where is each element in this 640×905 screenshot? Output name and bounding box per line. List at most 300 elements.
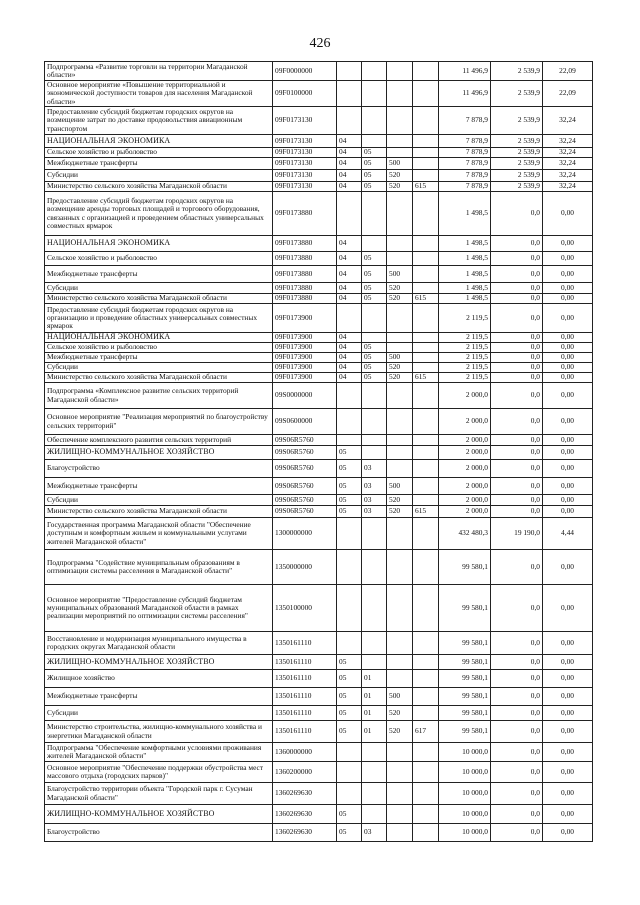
row-executed-amount: 0,0: [491, 363, 543, 373]
row-approved-amount: 2 119,5: [439, 343, 491, 353]
row-approved-amount: 10 000,0: [439, 824, 491, 842]
row-code: 09F0173900: [273, 373, 337, 383]
table-row: [45, 107, 593, 135]
row-name: НАЦИОНАЛЬНАЯ ЭКОНОМИКА: [45, 333, 273, 343]
row-name: Благоустройство: [45, 460, 273, 478]
row-name: Основное мероприятие "Предоставление субсидий бюджетам муниципальных образований Магаданской области в рамках реализации мероприятий по оптимизации системы расселения": [45, 585, 273, 632]
row-section: 04: [337, 135, 362, 148]
row-admin-code: [413, 409, 439, 435]
row-executed-amount: 0,0: [491, 824, 543, 842]
row-subsection: [362, 435, 387, 446]
row-code: 09F0173130: [273, 148, 337, 158]
row-section: [337, 762, 362, 783]
row-percent: 0,00: [543, 478, 593, 495]
table-row: [45, 805, 593, 824]
row-admin-code: 615: [413, 373, 439, 383]
row-subsection: [362, 383, 387, 409]
table-row: [45, 435, 593, 446]
row-code: 1360000000: [273, 743, 337, 762]
row-section: [337, 192, 362, 236]
row-name: Межбюджетные трансферты: [45, 478, 273, 495]
table-body: [45, 62, 593, 842]
table-row: [45, 236, 593, 252]
row-code: 1350100000: [273, 585, 337, 632]
row-section: 05: [337, 721, 362, 743]
row-name: Предоставление субсидий бюджетам городских округов на организацию и проведение областных универсальных совместных ярмарок: [45, 304, 273, 333]
row-subsection: 03: [362, 824, 387, 842]
row-admin-code: [413, 236, 439, 252]
row-section: 04: [337, 333, 362, 343]
row-subsection: [362, 304, 387, 333]
row-admin-code: [413, 743, 439, 762]
row-admin-code: [413, 518, 439, 550]
row-name: Субсидии: [45, 363, 273, 373]
row-executed-amount: 0,0: [491, 783, 543, 805]
row-subsection: [362, 762, 387, 783]
row-executed-amount: 0,0: [491, 688, 543, 706]
row-executed-amount: 0,0: [491, 495, 543, 506]
row-expense-type: [387, 343, 413, 353]
row-expense-type: [387, 824, 413, 842]
row-expense-type: [387, 783, 413, 805]
row-subsection: 05: [362, 266, 387, 283]
row-name: Субсидии: [45, 495, 273, 506]
row-name: Предоставление субсидий бюджетам городских округов на возмещение затрат по доставке продовольствия авиационным транспортом: [45, 107, 273, 135]
row-code: 09S06R5760: [273, 478, 337, 495]
row-admin-code: [413, 81, 439, 107]
row-approved-amount: 1 498,5: [439, 236, 491, 252]
row-percent: 0,00: [543, 353, 593, 363]
row-approved-amount: 2 119,5: [439, 363, 491, 373]
table-row: [45, 148, 593, 158]
row-section: 05: [337, 460, 362, 478]
table-row: [45, 158, 593, 170]
row-subsection: 05: [362, 252, 387, 266]
row-admin-code: [413, 363, 439, 373]
row-expense-type: [387, 435, 413, 446]
table-row: [45, 333, 593, 343]
row-expense-type: [387, 333, 413, 343]
row-code: 09S06R5760: [273, 460, 337, 478]
row-name: Министерство строительства, жилищно-коммунального хозяйства и энергетики Магаданской области: [45, 721, 273, 743]
row-code: 09S06R5760: [273, 506, 337, 518]
row-percent: 0,00: [543, 805, 593, 824]
row-executed-amount: 0,0: [491, 721, 543, 743]
row-subsection: [362, 236, 387, 252]
row-section: 05: [337, 655, 362, 670]
row-subsection: [362, 655, 387, 670]
row-expense-type: [387, 62, 413, 81]
row-executed-amount: 0,0: [491, 585, 543, 632]
row-percent: 22,09: [543, 81, 593, 107]
row-code: 09F0173130: [273, 135, 337, 148]
row-approved-amount: 99 580,1: [439, 632, 491, 655]
row-code: 1360269630: [273, 805, 337, 824]
row-admin-code: [413, 805, 439, 824]
row-approved-amount: 1 498,5: [439, 252, 491, 266]
row-code: 09F0173880: [273, 294, 337, 304]
row-code: 1350161110: [273, 632, 337, 655]
row-admin-code: [413, 585, 439, 632]
row-admin-code: [413, 550, 439, 585]
row-percent: 32,24: [543, 107, 593, 135]
row-name: Жилищное хозяйство: [45, 670, 273, 688]
row-percent: 0,00: [543, 333, 593, 343]
row-approved-amount: 2 119,5: [439, 304, 491, 333]
row-code: 1350161110: [273, 688, 337, 706]
row-subsection: [362, 550, 387, 585]
row-name: Министерство сельского хозяйства Магаданской области: [45, 373, 273, 383]
row-code: 09S06R5760: [273, 435, 337, 446]
row-subsection: 03: [362, 506, 387, 518]
table-row: [45, 762, 593, 783]
row-name: Основное мероприятие "Обеспечение поддержки обустройства мест массового отдыха (городских парков)": [45, 762, 273, 783]
row-expense-type: [387, 460, 413, 478]
row-executed-amount: 0,0: [491, 409, 543, 435]
row-code: 09F0173900: [273, 343, 337, 353]
row-section: [337, 435, 362, 446]
row-executed-amount: 2 539,9: [491, 107, 543, 135]
row-section: 04: [337, 158, 362, 170]
row-section: 04: [337, 182, 362, 192]
row-admin-code: [413, 495, 439, 506]
row-code: 09S0000000: [273, 383, 337, 409]
row-section: [337, 632, 362, 655]
row-approved-amount: 2 000,0: [439, 506, 491, 518]
row-subsection: [362, 192, 387, 236]
row-percent: 0,00: [543, 721, 593, 743]
table-row: [45, 373, 593, 383]
row-percent: 32,24: [543, 135, 593, 148]
row-admin-code: [413, 148, 439, 158]
row-expense-type: [387, 409, 413, 435]
row-expense-type: [387, 743, 413, 762]
row-subsection: [362, 81, 387, 107]
row-section: 04: [337, 363, 362, 373]
row-section: 05: [337, 446, 362, 460]
row-subsection: [362, 409, 387, 435]
table-row: [45, 688, 593, 706]
row-section: [337, 107, 362, 135]
row-code: 09F0173130: [273, 107, 337, 135]
row-subsection: 03: [362, 460, 387, 478]
row-expense-type: [387, 148, 413, 158]
row-percent: 0,00: [543, 304, 593, 333]
row-expense-type: 520: [387, 495, 413, 506]
row-subsection: 01: [362, 688, 387, 706]
row-percent: 0,00: [543, 383, 593, 409]
row-executed-amount: 0,0: [491, 283, 543, 294]
row-expense-type: 520: [387, 182, 413, 192]
row-executed-amount: 2 539,9: [491, 81, 543, 107]
row-code: 09S0600000: [273, 409, 337, 435]
table-row: [45, 192, 593, 236]
row-expense-type: 520: [387, 294, 413, 304]
row-executed-amount: 0,0: [491, 236, 543, 252]
row-subsection: 01: [362, 706, 387, 721]
row-percent: 4,44: [543, 518, 593, 550]
row-subsection: [362, 446, 387, 460]
row-admin-code: [413, 353, 439, 363]
row-expense-type: [387, 252, 413, 266]
row-percent: 0,00: [543, 252, 593, 266]
row-percent: 0,00: [543, 435, 593, 446]
row-admin-code: [413, 333, 439, 343]
table-row: [45, 518, 593, 550]
row-section: [337, 62, 362, 81]
row-section: 05: [337, 805, 362, 824]
row-percent: 32,24: [543, 148, 593, 158]
row-admin-code: [413, 135, 439, 148]
table-row: [45, 363, 593, 373]
row-approved-amount: 7 878,9: [439, 148, 491, 158]
row-name: Межбюджетные трансферты: [45, 688, 273, 706]
table-row: [45, 170, 593, 182]
row-admin-code: [413, 688, 439, 706]
row-code: 1350161110: [273, 721, 337, 743]
row-section: [337, 383, 362, 409]
row-expense-type: 500: [387, 158, 413, 170]
row-name: ЖИЛИЩНО-КОММУНАЛЬНОЕ ХОЗЯЙСТВО: [45, 446, 273, 460]
row-executed-amount: 2 539,9: [491, 135, 543, 148]
row-percent: 0,00: [543, 363, 593, 373]
table-row: [45, 495, 593, 506]
row-executed-amount: 0,0: [491, 252, 543, 266]
row-percent: 0,00: [543, 670, 593, 688]
row-section: 04: [337, 353, 362, 363]
table-row: [45, 446, 593, 460]
row-approved-amount: 10 000,0: [439, 783, 491, 805]
row-admin-code: [413, 762, 439, 783]
row-executed-amount: 0,0: [491, 446, 543, 460]
row-code: 09F0173880: [273, 192, 337, 236]
row-admin-code: [413, 446, 439, 460]
row-section: 05: [337, 495, 362, 506]
row-name: Основное мероприятие "Реализация мероприятий по благоустройству сельских территорий": [45, 409, 273, 435]
row-code: 1350000000: [273, 550, 337, 585]
table-row: [45, 252, 593, 266]
row-name: Субсидии: [45, 283, 273, 294]
row-code: 09S06R5760: [273, 446, 337, 460]
row-name: Подпрограмма «Комплексное развитие сельских территорий Магаданской области»: [45, 383, 273, 409]
row-section: 04: [337, 148, 362, 158]
row-percent: 0,00: [543, 743, 593, 762]
row-subsection: [362, 62, 387, 81]
row-expense-type: 520: [387, 506, 413, 518]
row-percent: 0,00: [543, 409, 593, 435]
table-row: [45, 135, 593, 148]
table-row: [45, 824, 593, 842]
row-expense-type: 520: [387, 706, 413, 721]
row-expense-type: [387, 236, 413, 252]
row-code: 09F0173880: [273, 252, 337, 266]
row-name: Подпрограмма "Обеспечение комфортными условиями проживания жителей Магаданской области": [45, 743, 273, 762]
row-admin-code: [413, 283, 439, 294]
row-section: 04: [337, 373, 362, 383]
row-executed-amount: 0,0: [491, 706, 543, 721]
row-code: 09F0173880: [273, 266, 337, 283]
row-admin-code: [413, 252, 439, 266]
row-expense-type: 500: [387, 266, 413, 283]
row-percent: 32,24: [543, 158, 593, 170]
row-approved-amount: 7 878,9: [439, 170, 491, 182]
row-subsection: [362, 107, 387, 135]
row-name: Министерство сельского хозяйства Магаданской области: [45, 294, 273, 304]
page-number: 426: [309, 36, 331, 51]
row-percent: 0,00: [543, 495, 593, 506]
row-approved-amount: 7 878,9: [439, 135, 491, 148]
row-name: Предоставление субсидий бюджетам городских округов на возмещение аренды торговых площадей и торгового оборудования, связанных с организацией и проведением областных универсальных совместных ярмарок: [45, 192, 273, 236]
row-admin-code: [413, 192, 439, 236]
row-code: 09F0173880: [273, 283, 337, 294]
row-expense-type: [387, 585, 413, 632]
row-executed-amount: 2 539,9: [491, 170, 543, 182]
row-expense-type: 520: [387, 170, 413, 182]
row-section: 05: [337, 688, 362, 706]
row-admin-code: [413, 343, 439, 353]
table-row: [45, 353, 593, 363]
row-name: Сельское хозяйство и рыболовство: [45, 343, 273, 353]
table-row: [45, 460, 593, 478]
row-executed-amount: 0,0: [491, 383, 543, 409]
row-section: 05: [337, 478, 362, 495]
row-admin-code: [413, 670, 439, 688]
row-percent: 0,00: [543, 655, 593, 670]
row-approved-amount: 432 480,3: [439, 518, 491, 550]
row-expense-type: [387, 670, 413, 688]
row-percent: 0,00: [543, 236, 593, 252]
table-row: [45, 670, 593, 688]
row-name: Основное мероприятие «Повышение территориальной и экономической доступности товаров для населения Магаданской области»: [45, 81, 273, 107]
row-admin-code: 615: [413, 182, 439, 192]
row-expense-type: [387, 192, 413, 236]
row-approved-amount: 2 000,0: [439, 495, 491, 506]
row-admin-code: [413, 632, 439, 655]
row-percent: 0,00: [543, 294, 593, 304]
row-code: 09F0173900: [273, 353, 337, 363]
row-expense-type: 520: [387, 373, 413, 383]
row-percent: 0,00: [543, 446, 593, 460]
row-percent: 0,00: [543, 706, 593, 721]
row-subsection: [362, 518, 387, 550]
row-subsection: 05: [362, 373, 387, 383]
row-section: [337, 518, 362, 550]
row-approved-amount: 2 000,0: [439, 478, 491, 495]
row-executed-amount: 0,0: [491, 743, 543, 762]
row-admin-code: 615: [413, 506, 439, 518]
row-section: 05: [337, 706, 362, 721]
row-approved-amount: 99 580,1: [439, 688, 491, 706]
row-approved-amount: 2 000,0: [439, 460, 491, 478]
row-name: Сельское хозяйство и рыболовство: [45, 252, 273, 266]
row-approved-amount: 11 496,9: [439, 81, 491, 107]
table-row: [45, 632, 593, 655]
table-row: [45, 506, 593, 518]
row-name: Обеспечение комплексного развития сельских территорий: [45, 435, 273, 446]
row-section: 05: [337, 824, 362, 842]
row-executed-amount: 2 539,9: [491, 182, 543, 192]
row-expense-type: [387, 762, 413, 783]
row-section: 04: [337, 252, 362, 266]
row-executed-amount: 0,0: [491, 550, 543, 585]
row-code: 09F0173900: [273, 304, 337, 333]
row-name: Межбюджетные трансферты: [45, 266, 273, 283]
row-name: Межбюджетные трансферты: [45, 353, 273, 363]
row-admin-code: [413, 158, 439, 170]
row-approved-amount: 1 498,5: [439, 192, 491, 236]
row-approved-amount: 10 000,0: [439, 805, 491, 824]
row-admin-code: [413, 266, 439, 283]
row-name: Государственная программа Магаданской области "Обеспечение доступным и комфортным жильем и коммунальными услугами жителей Магаданской области": [45, 518, 273, 550]
row-section: 04: [337, 343, 362, 353]
row-admin-code: [413, 62, 439, 81]
row-executed-amount: 0,0: [491, 762, 543, 783]
row-name: Министерство сельского хозяйства Магаданской области: [45, 182, 273, 192]
table-row: [45, 585, 593, 632]
row-subsection: 01: [362, 670, 387, 688]
row-expense-type: [387, 632, 413, 655]
row-admin-code: 615: [413, 294, 439, 304]
row-name: НАЦИОНАЛЬНАЯ ЭКОНОМИКА: [45, 135, 273, 148]
row-expense-type: 500: [387, 353, 413, 363]
row-expense-type: [387, 446, 413, 460]
row-code: 1350161110: [273, 670, 337, 688]
row-executed-amount: 0,0: [491, 805, 543, 824]
row-admin-code: [413, 460, 439, 478]
row-percent: 0,00: [543, 585, 593, 632]
row-name: Сельское хозяйство и рыболовство: [45, 148, 273, 158]
row-name: Субсидии: [45, 170, 273, 182]
row-section: 04: [337, 236, 362, 252]
row-executed-amount: 0,0: [491, 655, 543, 670]
row-subsection: [362, 783, 387, 805]
row-approved-amount: 1 498,5: [439, 266, 491, 283]
row-executed-amount: 0,0: [491, 373, 543, 383]
row-approved-amount: 99 580,1: [439, 550, 491, 585]
row-admin-code: [413, 706, 439, 721]
row-subsection: 05: [362, 148, 387, 158]
row-approved-amount: 7 878,9: [439, 158, 491, 170]
row-subsection: [362, 135, 387, 148]
row-code: 09S06R5760: [273, 495, 337, 506]
row-approved-amount: 2 119,5: [439, 373, 491, 383]
row-name: Подпрограмма "Содействие муниципальным образованиям в оптимизации системы расселения в Магаданской области": [45, 550, 273, 585]
row-code: 09F0173130: [273, 182, 337, 192]
row-approved-amount: 10 000,0: [439, 743, 491, 762]
table-row: [45, 81, 593, 107]
row-approved-amount: 2 000,0: [439, 409, 491, 435]
row-percent: 0,00: [543, 266, 593, 283]
row-admin-code: [413, 783, 439, 805]
row-percent: 0,00: [543, 373, 593, 383]
row-admin-code: [413, 107, 439, 135]
row-code: 1350161110: [273, 706, 337, 721]
table-row: [45, 266, 593, 283]
row-expense-type: 520: [387, 363, 413, 373]
row-section: [337, 409, 362, 435]
row-admin-code: [413, 170, 439, 182]
row-subsection: [362, 805, 387, 824]
row-subsection: 03: [362, 495, 387, 506]
row-executed-amount: 0,0: [491, 294, 543, 304]
table-row: [45, 721, 593, 743]
row-percent: 0,00: [543, 506, 593, 518]
row-approved-amount: 99 580,1: [439, 721, 491, 743]
row-approved-amount: 2 119,5: [439, 333, 491, 343]
table-row: [45, 383, 593, 409]
row-executed-amount: 0,0: [491, 478, 543, 495]
row-executed-amount: 0,0: [491, 266, 543, 283]
